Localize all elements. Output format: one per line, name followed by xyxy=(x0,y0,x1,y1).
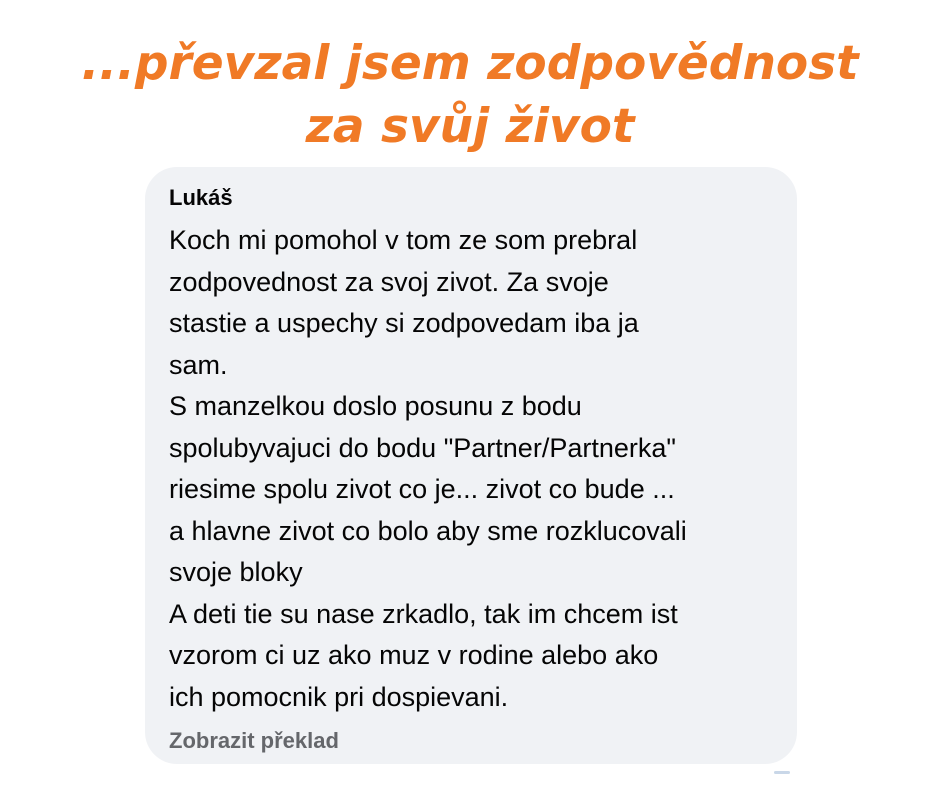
comment-line: sam. xyxy=(169,349,228,380)
comment-bubble xyxy=(145,167,797,764)
comment-line: stastie a uspechy si zodpovedam iba ja xyxy=(169,308,639,338)
comment-line: svoje bloky xyxy=(169,557,303,587)
bubble-tail-mark xyxy=(774,771,790,774)
see-translation-link[interactable]: Zobrazit překlad xyxy=(169,728,339,753)
comment-text xyxy=(169,220,773,718)
comment-line: zodpovednost za svoj zivot. Za svoje xyxy=(169,266,609,297)
comment-line: Koch mi pomohol v tom ze som prebral xyxy=(169,225,638,255)
headline-line-2: za svůj život xyxy=(305,99,635,154)
comment-line: vzorom ci uz ako muz v rodine alebo ako xyxy=(169,640,659,670)
comment-line: a hlavne zivot co bolo aby sme rozklucovali xyxy=(169,515,687,546)
headline-line-1: ...převzal jsem zodpovědnost xyxy=(81,36,859,91)
comment-line: riesime spolu zivot co je... zivot co bude ... xyxy=(169,474,675,504)
headline xyxy=(0,32,940,158)
comment-line: S manzelkou doslo posunu z bodu xyxy=(169,391,582,421)
comment-line: spolubyvajuci do bodu "Partner/Partnerka" xyxy=(169,432,676,463)
comment-author[interactable]: Lukáš xyxy=(169,185,233,210)
comment-line: A deti tie su nase zrkadlo, tak im chcem ist xyxy=(169,598,678,629)
comment-line: ich pomocnik pri dospievani. xyxy=(169,681,509,712)
